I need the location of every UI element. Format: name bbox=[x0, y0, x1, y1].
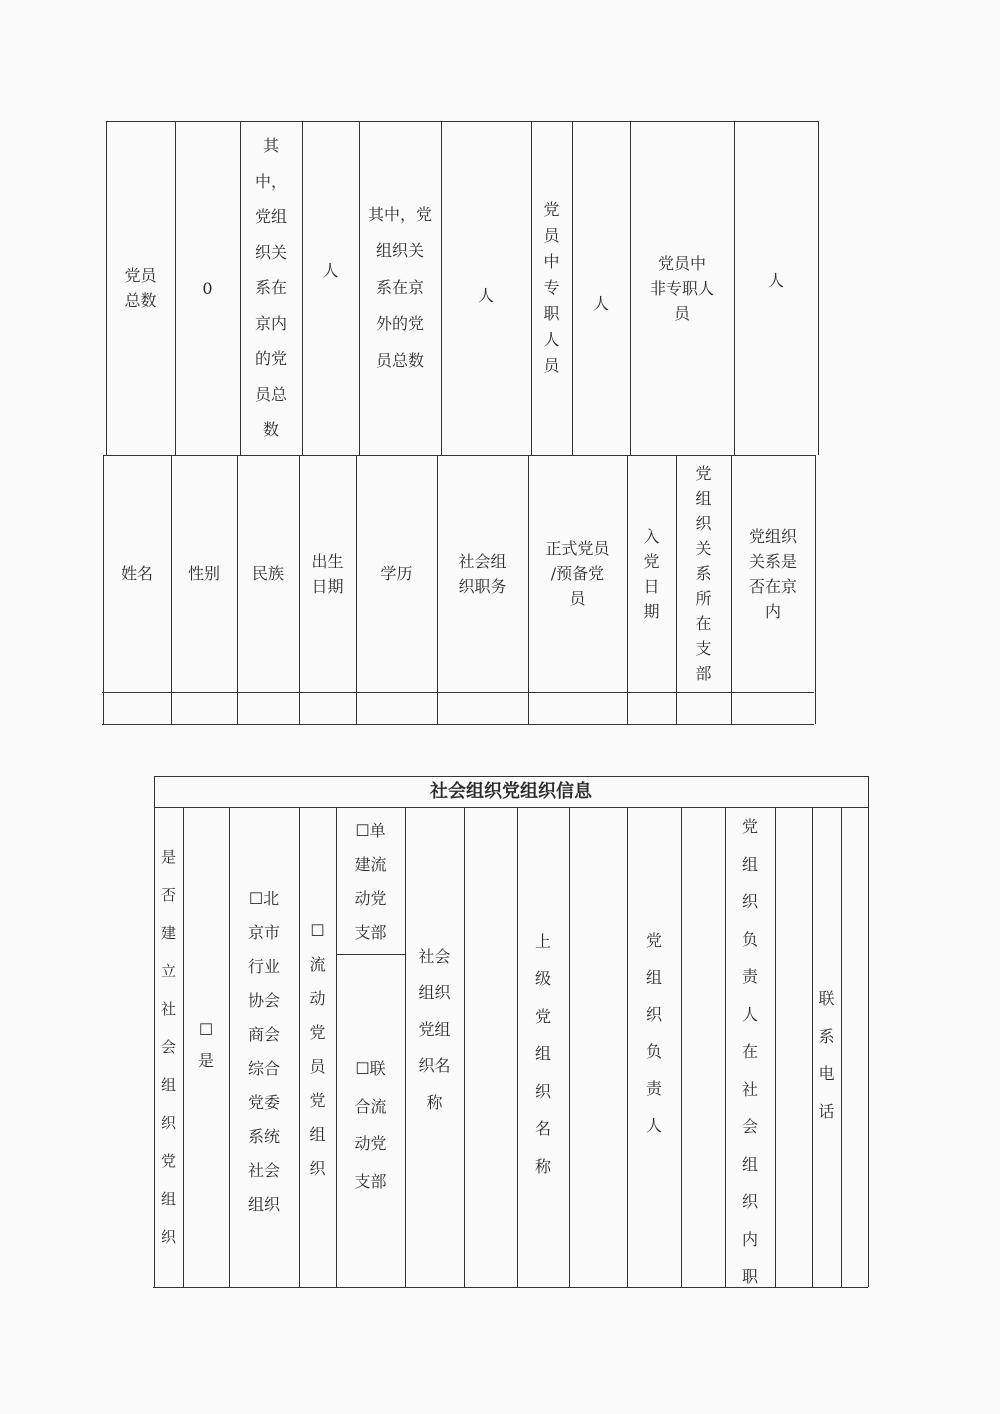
parttime-members-unit: 人 bbox=[767, 270, 784, 290]
joint-mobile-branch-option[interactable]: ☐联 合流 动党 支部 bbox=[354, 1059, 387, 1191]
outside-beijing-members-label: 其中，党 组织关 系在京 外的党 员总数 bbox=[367, 204, 432, 370]
party-org-name-label: 社会 组织 党组 织名 称 bbox=[418, 946, 451, 1112]
header-education: 学历 bbox=[380, 564, 413, 583]
header-join-date: 入 党 日 期 bbox=[643, 526, 660, 621]
in-beijing-members-label: 其 中， 党组 织关 系在 京内 的党 员总 数 bbox=[254, 136, 287, 440]
header-birth-date: 出生 日期 bbox=[311, 551, 344, 596]
header-gender: 性别 bbox=[187, 564, 220, 583]
header-branch: 党 组 织 关 系 所 在 支 部 bbox=[695, 464, 712, 683]
org-established-label: 是 否 建 立 社 会 组 织 党 组 织 bbox=[160, 848, 176, 1246]
header-ethnicity: 民族 bbox=[251, 564, 284, 583]
header-name: 姓名 bbox=[120, 564, 153, 583]
yes-checkbox-option[interactable]: ☐ 是 bbox=[197, 1020, 214, 1070]
header-org-position: 社会组 织职务 bbox=[458, 551, 507, 596]
single-mobile-branch-option[interactable]: ☐单 建流 动党 支部 bbox=[354, 821, 387, 942]
in-beijing-members-unit: 人 bbox=[322, 260, 339, 280]
parttime-members-label: 党员中 非专职人 员 bbox=[649, 253, 714, 323]
outside-beijing-members-unit: 人 bbox=[477, 285, 494, 305]
mobile-party-org-option[interactable]: ☐ 流 动 党 员 党 组 织 bbox=[309, 921, 326, 1178]
header-in-beijing: 党组织 关系是 否在京 内 bbox=[748, 526, 797, 621]
leader-position-label: 党 组 织 负 责 人 在 社 会 组 织 内 职 bbox=[741, 817, 758, 1287]
total-members-value: 0 bbox=[202, 278, 213, 298]
contact-phone-label: 联 系 电 话 bbox=[818, 989, 835, 1121]
party-org-leader-label: 党 组 织 负 责 人 bbox=[645, 931, 662, 1135]
superior-party-org-label: 上 级 党 组 织 名 称 bbox=[534, 931, 551, 1176]
table-title: 社会组织党组织信息 bbox=[430, 781, 592, 802]
total-members-label: 党员 总数 bbox=[124, 266, 157, 310]
beijing-industry-association-option[interactable]: ☐北 京市 行业 协会 商会 综合 党委 系统 社会 组织 bbox=[247, 889, 280, 1214]
fulltime-members-label: 党 员 中 专 职 人 员 bbox=[543, 200, 560, 375]
header-member-status: 正式党员 /预备党 员 bbox=[545, 539, 610, 608]
fulltime-members-unit: 人 bbox=[592, 293, 609, 313]
